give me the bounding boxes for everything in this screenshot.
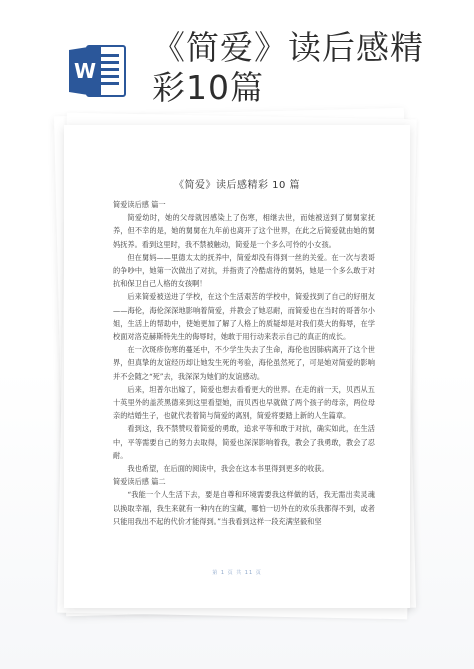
- banner-title-line1: 《简爱》读后感精: [152, 28, 424, 67]
- body-paragraph: 后来简爱被送进了学校，在这个生活艰苦的学校中，简爱找到了自己的好朋友——海伦，海伦深深地影响着简爱，并教会了她忍耐，而简爱也在当时的哥普尔小姐，生活上的帮助中，使她更加了解了人格上的质疑却是对我们莫大的侮辱，在学校面对洛克赫斯特先生的侮辱时，她敢于用行动来表示自己的真正的成长。: [113, 292, 375, 342]
- document-title: 《简爱》读后感精彩 10 篇: [173, 180, 301, 191]
- page-footer: 第 1 页 共 11 页: [212, 570, 262, 576]
- body-paragraph: “我能一个人生活下去，要是自尊和环境需要我这样做的话，我无需出卖灵魂以换取幸福，我生来就有一种内在的宝藏，哪怕一切外在的欢乐我都得不到，或者只能用我出不起的代价才能得到。”当我看到这样一段充满坚毅和坚: [113, 490, 375, 526]
- body-paragraph: 我也希望，在后面的阅读中，我会在这本书里得到更多的收获。: [127, 464, 329, 474]
- section-heading: 简爱读后感 篇一: [113, 200, 166, 209]
- logo-letter: W: [73, 59, 97, 83]
- body-paragraph: 但在舅妈——里德太太的抚养中，简爱却没有得到一丝的关爱。在一次与表哥的争吵中，她第一次做出了对抗，并指责了冷酷虐待的舅妈，她是一个多么敢于对抗和保卫自己人格的女孩啊！: [113, 252, 375, 289]
- document-body: [113, 198, 375, 528]
- body-paragraph: 简爱幼时，她的父母就因感染上了伤寒，相继去世，而她被送到了舅舅家抚养，但不幸的是，她的舅舅在九年前也离开了这个世界，在此之后简爱就由她的舅妈抚养。看到这里时，我不禁被触动，简爱是一个多么可怜的小女孩。: [113, 213, 375, 249]
- body-paragraph: 在一次斑疹伤寒的蔓延中，不少学生失去了生命，海伦也因肺病离开了这个世界，但真挚的友谊经历却让她发生死的考验，海伦虽然死了，可是她对简爱的影响并不会随之“死”去，我深深为她们的友谊感动。: [113, 345, 375, 381]
- word-document-icon: [69, 42, 127, 100]
- banner-title: [152, 28, 462, 108]
- document-page: [64, 125, 410, 608]
- banner-title-line2: 彩10篇: [152, 68, 264, 107]
- section-heading: 简爱读后感 篇二: [113, 477, 166, 487]
- body-paragraph: 看到这，我不禁赞叹着简爱的勇敢，追求平等和敢于对抗，确实如此，在生活中，平等需要自己的努力去取得，简爱也深深影响着我，教会了我勇敢，教会了忍耐。: [113, 424, 375, 460]
- body-paragraph: 后来，坦普尔出嫁了，简爱也想去看看更大的世界。在走的前一天，贝西从五十英里外的盖茨黑德来到这里看望她，而贝西也早就做了两个孩子的母亲，两位母亲的结婚生子，也就代表着简与简爱的离别，简爱将要踏上新的人生篇章。: [113, 384, 375, 421]
